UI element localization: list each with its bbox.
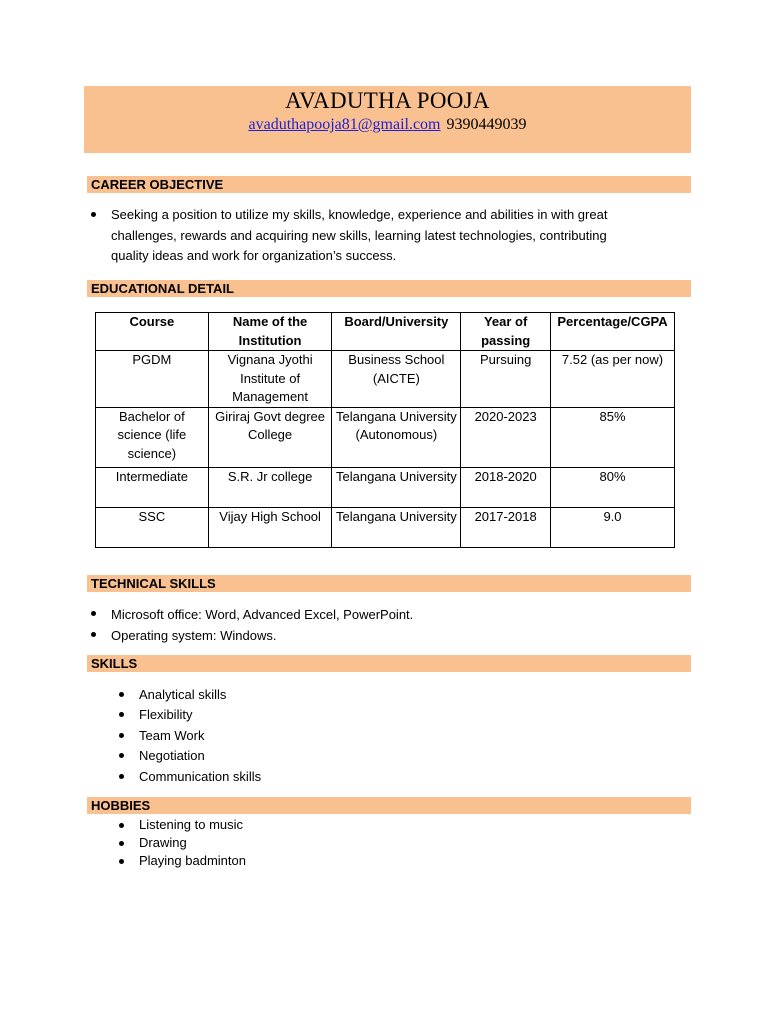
list-item: Team Work [115,726,261,746]
list-item: Microsoft office: Word, Advanced Excel, PowerPoint. [87,604,413,625]
section-heading-hobbies: HOBBIES [87,797,691,814]
list-item: Flexibility [115,705,261,725]
section-heading-career-objective: CAREER OBJECTIVE [87,176,691,193]
table-cell: Bachelor of science (life science) [96,407,209,467]
table-cell: 2020-2023 [461,407,551,467]
email-link[interactable]: avaduthapooja81@gmail.com [248,116,441,133]
table-cell: Telangana University [332,507,461,547]
hobbies-list [115,816,246,870]
table-cell: SSC [96,507,209,547]
resume-header [84,86,691,153]
column-header: Course [96,313,209,351]
list-item: Operating system: Windows. [87,625,413,646]
table-cell: S.R. Jr college [208,467,332,507]
list-item: Negotiation [115,746,261,766]
table-cell: 85% [551,407,675,467]
table-cell: PGDM [96,351,209,408]
table-cell: Vignana Jyothi Institute of Management [208,351,332,408]
table-header-row [96,313,675,351]
table-cell: Giriraj Govt degree College [208,407,332,467]
career-objective-text: Seeking a position to utilize my skills, knowledge, experience and abilities in with great challenges, rewards and acquiring new skills, learning latest technologies, contributing quality ideas and work for organization’s success. [87,205,631,267]
education-table [95,312,675,548]
list-item: Communication skills [115,767,261,787]
list-item: Playing badminton [115,852,246,870]
column-header: Name of the Institution [208,313,332,351]
table-cell: Business School (AICTE) [332,351,461,408]
skills-list [115,685,261,787]
table-cell: 7.52 (as per now) [551,351,675,408]
table-cell: Intermediate [96,467,209,507]
table-cell: 2018-2020 [461,467,551,507]
column-header: Percentage/CGPA [551,313,675,351]
table-row [96,507,675,547]
contact-line [84,115,691,135]
table-cell: 80% [551,467,675,507]
table-cell: Telangana University (Autonomous) [332,407,461,467]
section-heading-education: EDUCATIONAL DETAIL [87,280,691,297]
column-header: Board/University [332,313,461,351]
list-item: Analytical skills [115,685,261,705]
technical-skills-list [87,604,413,646]
column-header: Year of passing [461,313,551,351]
list-item: Listening to music [115,816,246,834]
table-cell: Vijay High School [208,507,332,547]
table-row [96,407,675,467]
table-cell: Telangana University [332,467,461,507]
section-heading-skills: SKILLS [87,655,691,672]
list-item: Drawing [115,834,246,852]
candidate-name: AVADUTHA POOJA [285,88,490,113]
phone-number: 9390449039 [446,116,527,133]
career-objective-list [87,205,631,267]
table-cell: 9.0 [551,507,675,547]
section-heading-technical-skills: TECHNICAL SKILLS [87,575,691,592]
table-cell: 2017-2018 [461,507,551,547]
table-cell: Pursuing [461,351,551,408]
table-row [96,467,675,507]
table-row [96,351,675,408]
